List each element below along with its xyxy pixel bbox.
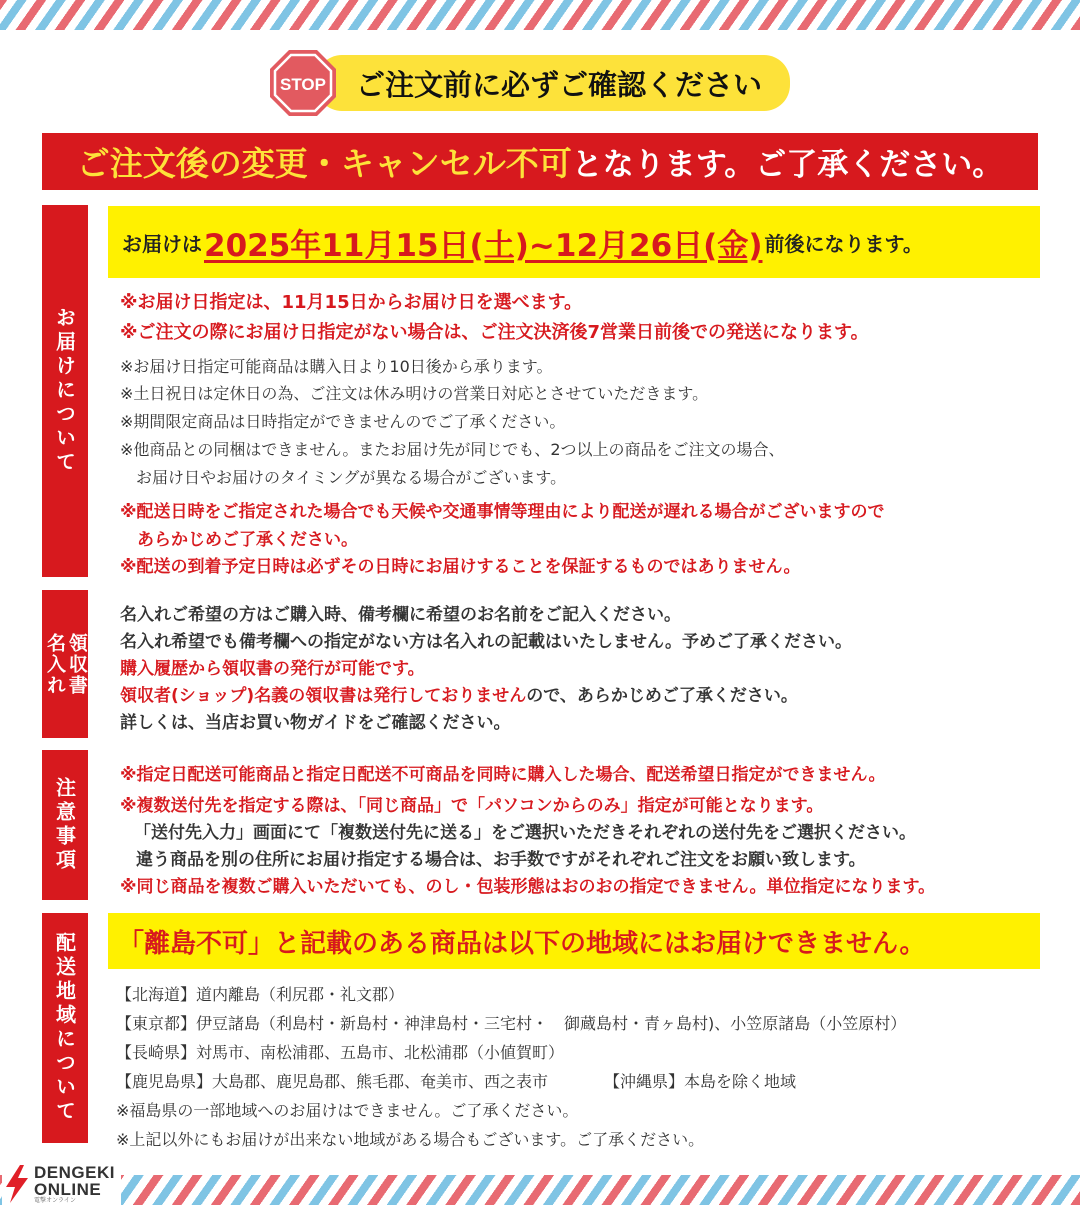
header-title: ご注文前に必ずご確認ください bbox=[316, 55, 790, 111]
region-item: ※福島県の一部地域へのお届けはできません。ご了承ください。 bbox=[116, 1101, 579, 1120]
top-stripe-border bbox=[0, 0, 1080, 30]
region-side-label: 配送地域について bbox=[42, 913, 88, 1143]
caution-note: ※同じ商品を複数ご購入いただいても、のし・包装形態はおのおの指定できません。単位指定になります。 bbox=[120, 877, 936, 897]
naire-note: 名入れ希望でも備考欄への指定がない方は名入れの記載はいたしません。予めご了承ください。 bbox=[120, 632, 853, 652]
bottom-stripe-border bbox=[0, 1175, 1080, 1205]
delivery-note: あらかじめご了承ください。 bbox=[120, 530, 358, 550]
caution-note: ※複数送付先を指定する際は、「同じ商品」で「パソコンからのみ」指定が可能となります。 bbox=[120, 796, 824, 816]
delivery-date-range: 2025年11月15日(土)~12月26日(金) bbox=[204, 227, 763, 264]
region-item-okinawa: 【沖縄県】本島を除く地域 bbox=[604, 1072, 797, 1091]
date-suffix: 前後になります。 bbox=[764, 231, 923, 256]
delivery-note: ※配送日時をご指定された場合でも天候や交通事情等理由により配送が遅れる場合がございますので bbox=[120, 502, 885, 522]
delivery-note: ※お届け日指定は、11月15日からお届け日を選べます。 bbox=[120, 292, 583, 313]
header bbox=[268, 52, 790, 114]
delivery-note: ※配送の到着予定日時は必ずその日時にお届けすることを保証するものではありません。 bbox=[120, 557, 801, 577]
region-banner: 「離島不可」と記載のある商品は以下の地域にはお届けできません。 bbox=[108, 913, 1040, 969]
naire-note: 詳しくは、当店お買い物ガイドをご確認ください。 bbox=[120, 713, 511, 733]
naire-note: 領収者(ショップ)名義の領収書は発行しておりませんので、あらかじめご了承ください。 bbox=[120, 686, 798, 706]
lightning-bolt-icon bbox=[2, 1164, 32, 1204]
caution-side-label: 注意事項 bbox=[42, 750, 88, 900]
region-item: ※上記以外にもお届けが出来ない地域がある場合もございます。ご了承ください。 bbox=[116, 1130, 705, 1149]
caution-note: ※指定日配送可能商品と指定日配送不可商品を同時に購入した場合、配送希望日指定ができません。 bbox=[120, 765, 886, 785]
delivery-note: ※お届け日指定可能商品は購入日より10日後から承ります。 bbox=[120, 357, 553, 376]
delivery-note: お届け日やお届けのタイミングが異なる場合がございます。 bbox=[120, 468, 567, 487]
svg-text:STOP: STOP bbox=[280, 75, 326, 94]
dengeki-online-logo: DENGEKI ONLINE 電撃オンライン bbox=[2, 1163, 121, 1205]
delivery-note: ※期間限定商品は日時指定ができませんのでご了承ください。 bbox=[120, 412, 566, 431]
naire-note: 名入れご希望の方はご購入時、備考欄に希望のお名前をご記入ください。 bbox=[120, 605, 681, 625]
stop-sign-icon bbox=[268, 48, 338, 118]
date-prefix: お届けは bbox=[122, 231, 202, 256]
delivery-note: ※他商品との同梱はできません。またお届け先が同じでも、2つ以上の商品をご注文の場合、 bbox=[120, 440, 785, 459]
delivery-note: ※土日祝日は定休日の為、ご注文は休み明けの営業日対応とさせていただきます。 bbox=[120, 384, 709, 403]
region-item: 【長崎県】対馬市、南松浦郡、五島市、北松浦郡（小値賀町） bbox=[116, 1043, 565, 1062]
naire-side-label: 名入れ 領収書 bbox=[42, 590, 88, 738]
delivery-note: ※ご注文の際にお届け日指定がない場合は、ご注文決済後7営業日前後での発送になります。 bbox=[120, 322, 869, 343]
region-item: 【北海道】道内離島（利尻郡・礼文郡） bbox=[116, 985, 405, 1004]
region-item: 【鹿児島県】大島郡、鹿児島郡、熊毛郡、奄美市、西之表市 bbox=[116, 1072, 549, 1091]
cancel-notice-bar bbox=[42, 133, 1038, 190]
caution-note: 「送付先入力」画面にて「複数送付先に送る」をご選択いただきそれぞれの送付先をご選択ください。 bbox=[134, 823, 916, 843]
region-item: 【東京都】伊豆諸島（利島村・新島村・神津島村・三宅村・ 御蔵島村・青ヶ島村)、小笠原諸島（小笠原村） bbox=[116, 1014, 907, 1033]
naire-note: 購入履歴から領収書の発行が可能です。 bbox=[120, 659, 425, 679]
delivery-side-label: お届けについて bbox=[42, 205, 88, 577]
cancel-notice-highlight: ご注文後の変更・キャンセル不可 bbox=[76, 144, 572, 183]
caution-note: 違う商品を別の住所にお届け指定する場合は、お手数ですがそれぞれご注文をお願い致します。 bbox=[136, 850, 866, 870]
cancel-notice-rest: となります。ご了承ください。 bbox=[571, 147, 1004, 183]
delivery-date-bar bbox=[108, 206, 1040, 278]
